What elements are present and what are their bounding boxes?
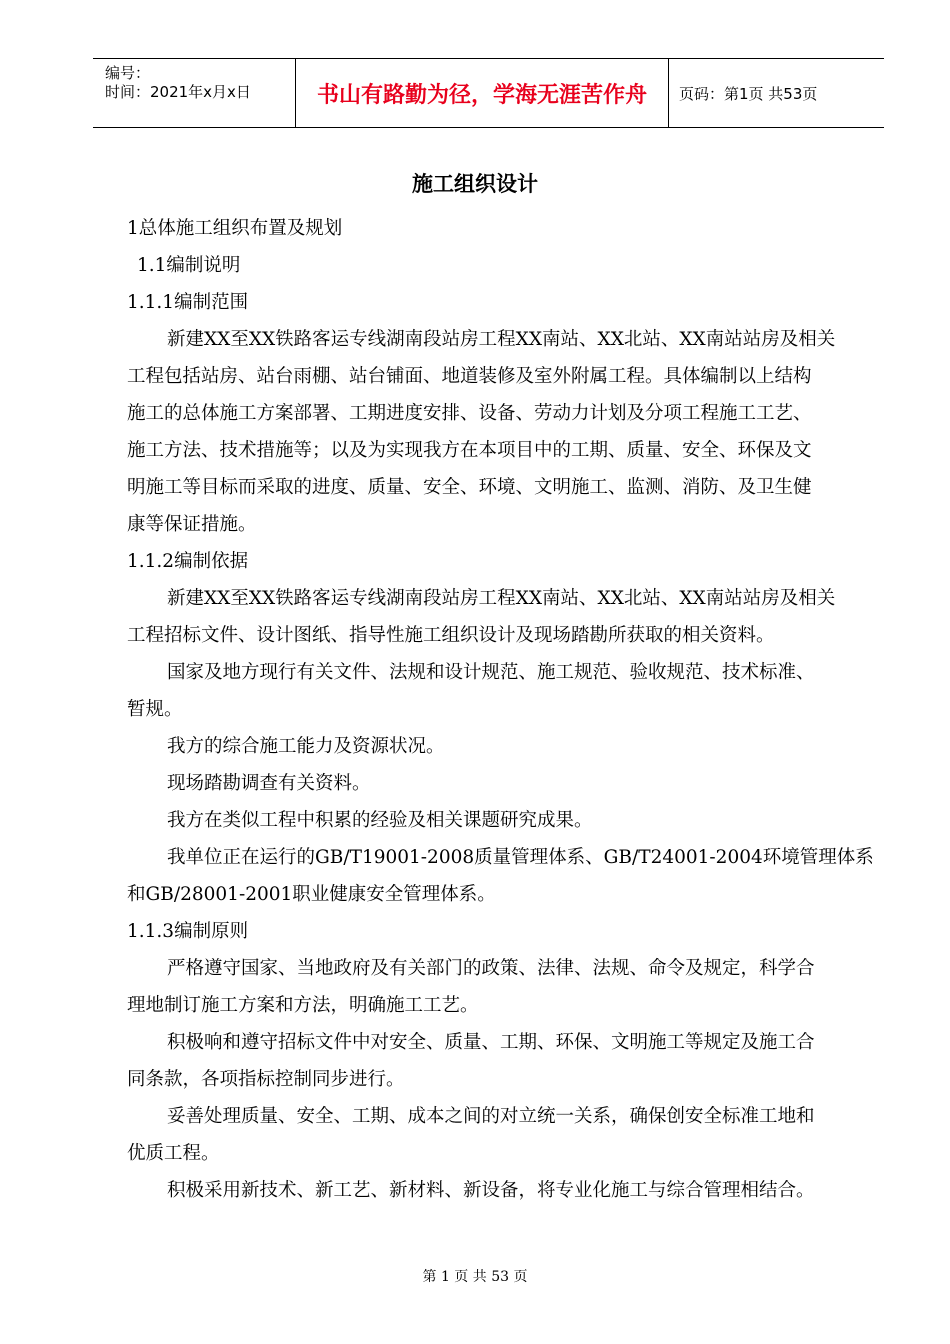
paragraph-line: 工程包括站房、站台雨棚、站台铺面、地道装修及室外附属工程。具体编制以上结构 <box>127 366 812 387</box>
paragraph-line: 积极响和遵守招标文件中对安全、质量、工期、环保、文明施工等规定及施工合 <box>167 1032 815 1053</box>
section-heading: 1.1编制说明 <box>137 255 241 276</box>
paragraph-line: 工程招标文件、设计图纸、指导性施工组织设计及现场踏勘所获取的相关资料。 <box>127 625 775 646</box>
paragraph-line: 我单位正在运行的GB/T19001-2008质量管理体系、GB/T24001-2004环境管理体系 <box>167 847 874 868</box>
section-heading: 1.1.2编制依据 <box>127 551 249 572</box>
section-heading: 1.1.1编制范围 <box>127 292 249 313</box>
document-number-label: 编号： <box>105 64 151 82</box>
paragraph-line: 新建XX至XX铁路客运专线湖南段站房工程XX南站、XX北站、XX南站站房及相关 <box>167 588 836 609</box>
header-motto: 书山有路勤为径，学海无涯苦作舟 <box>295 59 669 127</box>
paragraph-line: 施工方法、技术措施等；以及为实现我方在本项目中的工期、质量、安全、环保及文 <box>127 440 812 461</box>
paragraph-line: 现场踏勘调查有关资料。 <box>167 773 371 794</box>
paragraph-line: 国家及地方现行有关文件、法规和设计规范、施工规范、验收规范、技术标准、 <box>167 662 815 683</box>
section-heading: 1总体施工组织布置及规划 <box>127 218 343 239</box>
paragraph-line: 同条款，各项指标控制同步进行。 <box>127 1069 405 1090</box>
paragraph-line: 明施工等目标而采取的进度、质量、安全、环境、文明施工、监测、消防、及卫生健 <box>127 477 812 498</box>
paragraph-line: 康等保证措施。 <box>127 514 257 535</box>
paragraph-line: 理地制订施工方案和方法，明确施工工艺。 <box>127 995 479 1016</box>
paragraph-line: 我方的综合施工能力及资源状况。 <box>167 736 445 757</box>
paragraph-line: 和GB/28001-2001职业健康安全管理体系。 <box>127 884 496 905</box>
paragraph-line: 暂规。 <box>127 699 183 720</box>
page-header <box>93 58 884 128</box>
paragraph-line: 妥善处理质量、安全、工期、成本之间的对立统一关系，确保创安全标准工地和 <box>167 1106 815 1127</box>
header-meta <box>93 59 295 127</box>
page-footer: 第 1 页 共 53 页 <box>422 1269 528 1285</box>
paragraph-line: 积极采用新技术、新工艺、新材料、新设备，将专业化施工与综合管理相结合。 <box>167 1180 815 1201</box>
document-body <box>127 210 874 1209</box>
header-page-number: 页码：第1页 共53页 <box>679 84 818 103</box>
paragraph-line: 施工的总体施工方案部署、工期进度安排、设备、劳动力计划及分项工程施工工艺、 <box>127 403 812 424</box>
paragraph-line: 新建XX至XX铁路客运专线湖南段站房工程XX南站、XX北站、XX南站站房及相关 <box>167 329 836 350</box>
paragraph-line: 严格遵守国家、当地政府及有关部门的政策、法律、法规、命令及规定，科学合 <box>167 958 815 979</box>
document-title: 施工组织设计 <box>412 172 538 196</box>
paragraph-line: 我方在类似工程中积累的经验及相关课题研究成果。 <box>167 810 593 831</box>
document-time-label: 时间：2021年x月x日 <box>105 83 251 101</box>
paragraph-line: 优质工程。 <box>127 1143 220 1164</box>
section-heading: 1.1.3编制原则 <box>127 921 249 942</box>
